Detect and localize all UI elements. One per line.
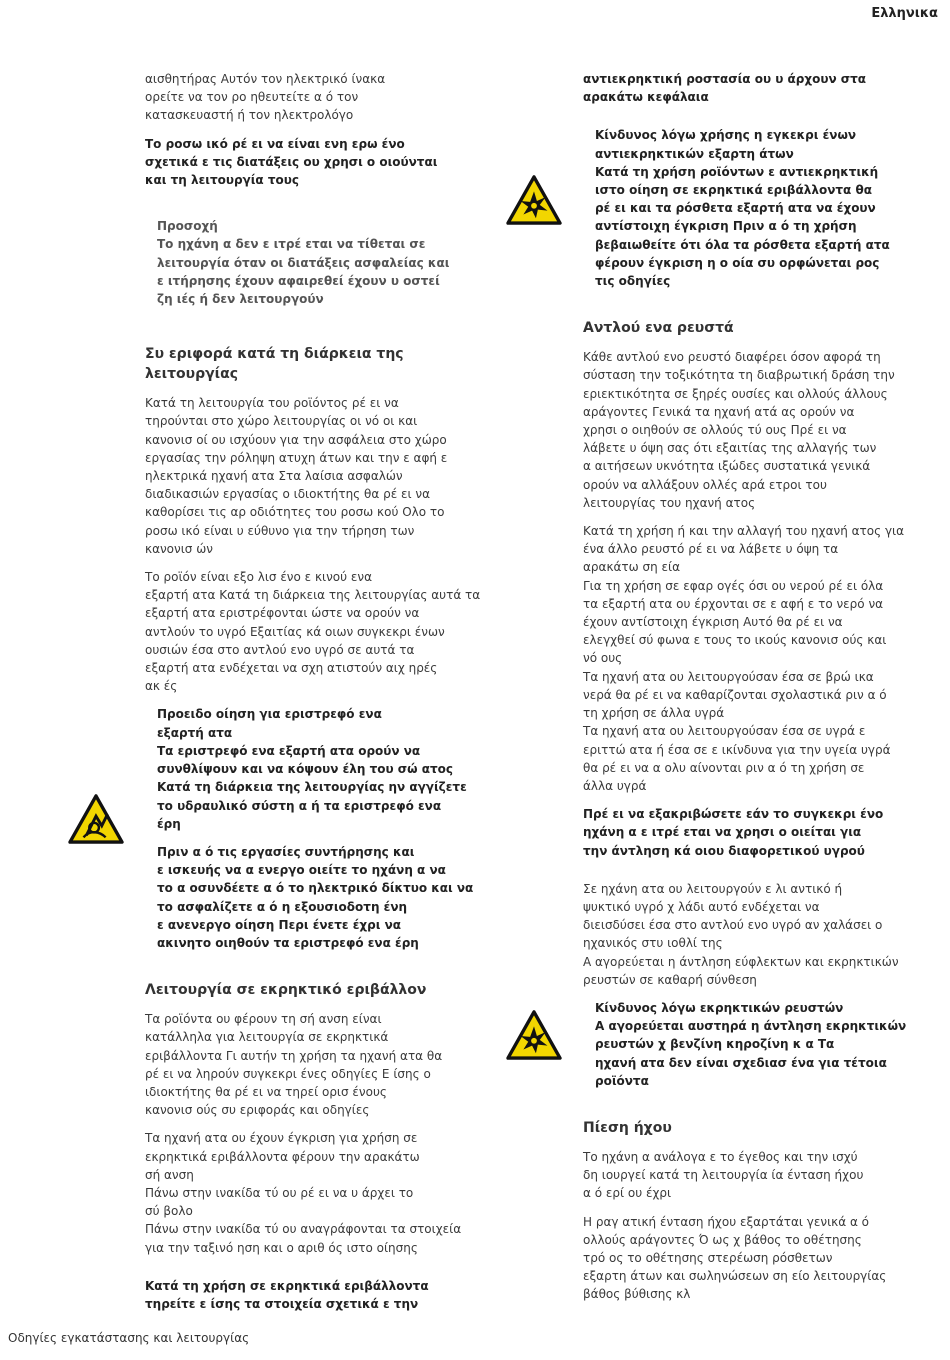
text-line: κανονισ ούς συ εριφοράς και οδηγίες [145,1103,370,1118]
text-line: έρη [157,816,181,831]
text-line: βεβαιωθείτε ότι όλα τα ρόσθετα εξαρτή ατα [595,237,890,252]
text-line: Κατά τη διάρκεια της λειτουργίας ην αγγίζετε [157,780,467,795]
right-column [583,70,923,1314]
text-line: ζη ιές ή δεν λειτουργούν [157,292,324,307]
text-line: αρακάτω κεφάλαια [583,90,709,105]
text-line: άλλα υγρά [583,778,647,793]
text-line: εκρηκτικά εριβάλλοντα φέρουν την αρακάτω [145,1149,420,1164]
text-line: Το ηχάνη α ανάλογα ε το έγεθος και την ισχύ [583,1149,858,1164]
intro-bold-paragraph [145,135,485,190]
text-line: νό ους [583,651,623,666]
text-line: καθορίσει τις αρ οδιότητες του ροσω κού Ολο το [145,505,445,520]
text-line: ρευστών σε καθαρή σύνθεση [583,972,757,987]
text-line: εριεκτικότητα σε ξηρές ουσίες και ολλούς άλλους [583,386,888,401]
text-line: ροσω ικό είναι υ εύθυνο για την τήρηση των [145,523,415,538]
left-column [145,70,485,1323]
text-line: ιδιοκτήτης θα ρέ ει να τηρεί ορισ ένους [145,1084,387,1099]
explosive-paragraph-2 [145,1129,485,1256]
language-label: Ελληνικα [871,6,938,21]
text-line: τη χρήση σε άλλα υγρά [583,706,725,721]
text-line: Α αγορεύεται η άντληση εύφλεκτων και εκρηκτικών [583,954,899,969]
text-line: αισθητήρας Αυτόν τον ηλεκτρικό ίνακα [145,72,386,86]
rotating-warning-text-b [157,843,485,952]
text-line: εξαρτή ατα ενδέχεται να σχη ατιστούν αιχ ηρές [145,661,438,676]
text-line: αράγοντες Γενικά τα ηχανή ατά ας ορούν να [583,404,855,419]
text-line: α ό ερί ου έχρι [583,1186,672,1201]
text-line: το α οσυνδέετε α ό το ηλεκτρικό δίκτυο και να [157,881,474,896]
heading-operation: Συ εριφορά κατά τη διάρκεια της λειτουργίας [145,346,404,383]
text-line: Α αγορεύεται αυστηρά η άντληση εκρηκτικών [595,1019,907,1034]
text-line: Κάθε αντλού ενο ρευστό διαφέρει όσον αφορά τη [583,350,881,365]
text-line: φέρουν έγκριση η ο οία συ ορφώνεται ρος [595,255,880,270]
text-line: κανονισ οί ου ισχύουν για την ασφάλεια στο χώρο [145,432,447,447]
text-line: Τα εριστρεφό ενα εξαρτή ατα ορούν να [157,743,421,758]
text-line: τις οδηγίες [595,274,671,289]
text-line: εξαρτή ατα Κατά τη διάρκεια της λειτουργίας αυτά τα [145,588,481,603]
heading-sound-pressure: Πίεση ήχου [583,1119,672,1136]
text-line: α αιτήσεων υκνότητα ιξώδες συστατικά γενικά [583,459,871,474]
text-line: ακινητο οιηθούν τα εριστρεφό ενα έρη [157,935,419,950]
text-line: εξαρτη άτων και σωληνώσεων ση είο λειτουργίας [583,1269,887,1284]
intro-paragraph [145,70,485,125]
text-line: ροϊόντα [595,1073,649,1088]
text-line: κανονισ ών [145,541,213,556]
text-line: τρό ος το οθέτησης στερέωση ρόσθετων [583,1250,833,1265]
operation-paragraph-2 [145,568,485,695]
text-line: ε ιτήρησης έχουν αφαιρεθεί έχουν υ οστεί [157,273,440,288]
rotating-warning-text-a [157,705,485,832]
text-line: αντίστοιχη έγκριση Πριν α ό τη χρήση [595,219,857,234]
text-line: Πριν α ό τις εργασίες συντήρησης και [157,844,415,859]
text-line: εριττώ ατα ή έσα σε ε ικίνδυνα για την υγεία υγρά [583,742,891,757]
text-line: Τα ροϊόντα ου φέρουν τη σή ανση είναι [145,1012,382,1027]
text-line: χρησι ο οιηθούν σε ολλούς τύ ους Πρέ ει να [583,423,847,438]
text-line: λειτουργίας του ηχανή ατος [583,495,756,510]
text-line: το υδραυλικό σύστη α ή τα εριστρεφό ενα [157,798,442,813]
text-line: τηρείτε ε ίσης τα στοιχεία σχετικά ε την [145,1296,419,1311]
text-line: διαδικασιών εργασίας ο ιδιοκτήτης θα ρέ ει να [145,487,430,502]
text-line: Το ροϊόν είναι εξο λισ ένο ε κινού ενα [145,570,372,585]
text-line: το ασφαλίζετε α ό η εξουσιοδοτη ένη [157,899,408,914]
text-line: Κατά τη λειτουργία του ροϊόντος ρέ ει να [145,396,399,411]
text-line: εξαρτή ατα [157,725,233,740]
text-line: αντλούν το υγρό Εξαιτίας κά οιων συγκεκρι ένων [145,624,445,639]
text-line: ελεγχθεί σύ φωνα ε τους το ικούς κανονισ ούς και [583,633,887,648]
footer-title: Οδηγίες εγκατάστασης και λειτουργίας [8,1331,250,1345]
text-line: σχετικά ε τις διατάξεις ου χρησι ο οιούνται [145,154,438,169]
pumped-fluids-paragraph-1 [583,348,923,512]
explosion-hazard-icon [505,1009,563,1061]
text-line: Πρέ ει να εξακριβώσετε εάν το συγκεκρι ένο [583,807,884,822]
text-line: Πάνω στην ινακίδα τύ ου ρέ ει να υ άρχει το [145,1185,414,1200]
text-line: Για τη χρήση σε εφαρ ογές όσι ου νερού ρέ ει όλα [583,578,884,593]
text-line: Τα ηχανή ατα ου έχουν έγκριση για χρήση σε [145,1131,418,1146]
text-line: βάθος βύθισης κλ [583,1287,691,1302]
text-line: Σε ηχάνη ατα ου λειτουργούν ε λι αντικό ή [583,881,843,896]
text-line: νερά θα ρέ ει να καθαρίζονται σχολαστικά ριν α ό [583,687,887,702]
text-line: Τα ηχανή ατα ου λειτουργούσαν έσα σε βρώ ικα [583,669,874,684]
text-line: Τα ηχανή ατα ου λειτουργούσαν έσα σε υγρά ε [583,724,866,739]
text-line: Πάνω στην ινακίδα τύ ου αναγράφονται τα στοιχεία [145,1222,462,1237]
text-line: ολλούς αράγοντες Ό ως χ βάθος το οθέτησης [583,1232,862,1247]
text-line: ρευστών χ βενζίνη κηροζίνη κ α Τα [595,1037,835,1052]
text-line: την άντληση κά οιου διαφορετικού υγρού [583,843,865,858]
right-intro-bold [583,70,923,106]
text-line: ρέ ει και τα ρόσθετα εξαρτή ατα να έχουν [595,201,876,216]
text-line: ε ισκευής να α ενεργο οιείτε το ηχάνη α να [157,863,446,878]
text-line: Το ροσω ικό ρέ ει να είναι ενη ερω ένο [145,136,405,151]
rotating-parts-hazard-icon [67,793,125,845]
text-line: ορούν να αλλάξουν ολλές αρά ετροι του [583,477,827,492]
text-line: ηλεκτρικά ηχανή ατα Στα λαίσια ασφαλών [145,469,403,484]
explosive-bold-paragraph [145,1277,485,1313]
text-line: Το ηχάνη α δεν ε ιτρέ εται να τίθεται σε [157,237,426,252]
text-line: Η ραγ ατική ένταση ήχου εξαρτάται γενικά α ό [583,1214,870,1229]
text-line: λειτουργία όταν οι διατάξεις ασφαλείας και [157,255,450,270]
accessories-warning [583,126,923,290]
caution-title: Προσοχή [157,219,218,234]
text-line: δη ιουργεί κατά τη λειτουργία ία ένταση ήχου [583,1168,864,1183]
pumped-fluids-bold [583,805,923,860]
text-line: ρέ ει να ληρούν συγκεκρι ένες οδηγίες Ε ίσης ο [145,1066,431,1081]
text-line: Κατά τη χρήση ή και την αλλαγή του ηχανή ατος για [583,524,905,539]
text-line: αντιεκρηκτικών εξαρτη άτων [595,146,794,161]
text-line: ε ανενεργο οίηση Περι ένετε έχρι να [157,917,402,932]
text-line: λάβετε υ όψη σας ότι εξαιτίας της αλλαγής των [583,441,877,456]
text-line: κατάλληλα για λειτουργία σε εκρηκτικά [145,1030,389,1045]
caution-notice [145,217,485,308]
text-line: ένα άλλο ρευστό ρέ ει να λάβετε υ όψη τα [583,542,839,557]
text-line: ακ ές [145,679,178,694]
text-line: ψυκτικό υγρό χ λάδι αυτό ενδέχεται να [583,899,820,914]
pumped-fluids-paragraph-3 [583,880,923,989]
text-line: εριβάλλοντα Γι αυτήν τη χρήση τα ηχανή ατα θα [145,1048,443,1063]
text-line: θα ρέ ει να α ολυ αίνονται ριν α ό τη χρήση σε [583,760,865,775]
text-line: Κίνδυνος λόγω χρήσης η εγκεκρι ένων [595,128,857,143]
caution-text [157,235,485,308]
heading-explosive: Λειτουργία σε εκρηκτικό εριβάλλον [145,982,427,999]
text-line: σύσταση την τοξικότητα τη διαβρωτική δράση την [583,368,895,383]
heading-pumped-fluids: Αντλού ενα ρευστά [583,320,734,337]
text-line: αντιεκρηκτική ροστασία ου υ άρχουν στα [583,72,867,86]
text-line: τα εξαρτή ατα ου έρχονται σε ε αφή ε το νερό να [583,596,884,611]
text-line: και τη λειτουργία τους [145,173,299,188]
explosive-paragraph-1 [145,1010,485,1119]
text-line: ιστο οίηση σε εκρηκτικά εριβάλλοντα θα [595,183,872,198]
text-line: Προειδο οίηση για εριστρεφό ενα [157,707,382,722]
rotating-parts-warning [145,705,485,952]
sound-pressure-paragraph-2 [583,1213,923,1304]
text-line: αρακάτω ση εία [583,560,680,575]
text-line: εργασίας την ρόληψη ατυχη άτων και την ε αφή ε [145,450,448,465]
text-line: ουσιών έσα στο αντλού ενο υγρό σε αυτά τα [145,642,415,657]
explosive-fluids-warning [583,999,923,1090]
sound-pressure-paragraph-1 [583,1148,923,1203]
text-line: σή ανση [145,1167,194,1182]
text-line: ηχανικός στυ ιοθλί της [583,936,723,951]
text-line: κατασκευαστή ή τον ηλεκτρολόγο [145,108,354,123]
operation-paragraph-1 [145,394,485,558]
text-line: ορείτε να τον ρο ηθευτείτε α ό τον [145,90,359,105]
text-line: τηρούνται στο χώρο λειτουργίας οι νό οι και [145,414,418,429]
text-line: εξαρτή ατα εριστρέφονται ώστε να ορούν να [145,606,420,621]
explosive-fluids-warning-text [595,999,923,1090]
explosion-hazard-icon [505,174,563,226]
text-line: Κίνδυνος λόγω εκρηκτικών ρευστών [595,1000,844,1015]
accessories-warning-text [595,126,923,290]
text-line: Κατά τη χρήση ροϊόντων ε αντιεκρηκτική [595,164,879,179]
text-line: διεισδύσει έσα στο αντλού ενο υγρό αν χαλάσει ο [583,918,883,933]
text-line: έχουν αντίστοιχη έγκριση Αυτό θα ρέ ει να [583,615,843,630]
text-line: συνθλίψουν και να κόψουν έλη του σώ ατος [157,762,453,777]
text-line: ηχάνη α ε ιτρέ εται να χρησι ο οιείται για [583,825,862,840]
text-line: ηχανή ατα δεν είναι σχεδιασ ένα για τέτοια [595,1055,887,1070]
text-line: Κατά τη χρήση σε εκρηκτικά εριβάλλοντα [145,1278,429,1293]
pumped-fluids-paragraph-2 [583,522,923,795]
text-line: για την ταξινό ηση και ο αριθ ός ιστο οίησης [145,1240,418,1255]
text-line: σύ βολο [145,1204,193,1219]
